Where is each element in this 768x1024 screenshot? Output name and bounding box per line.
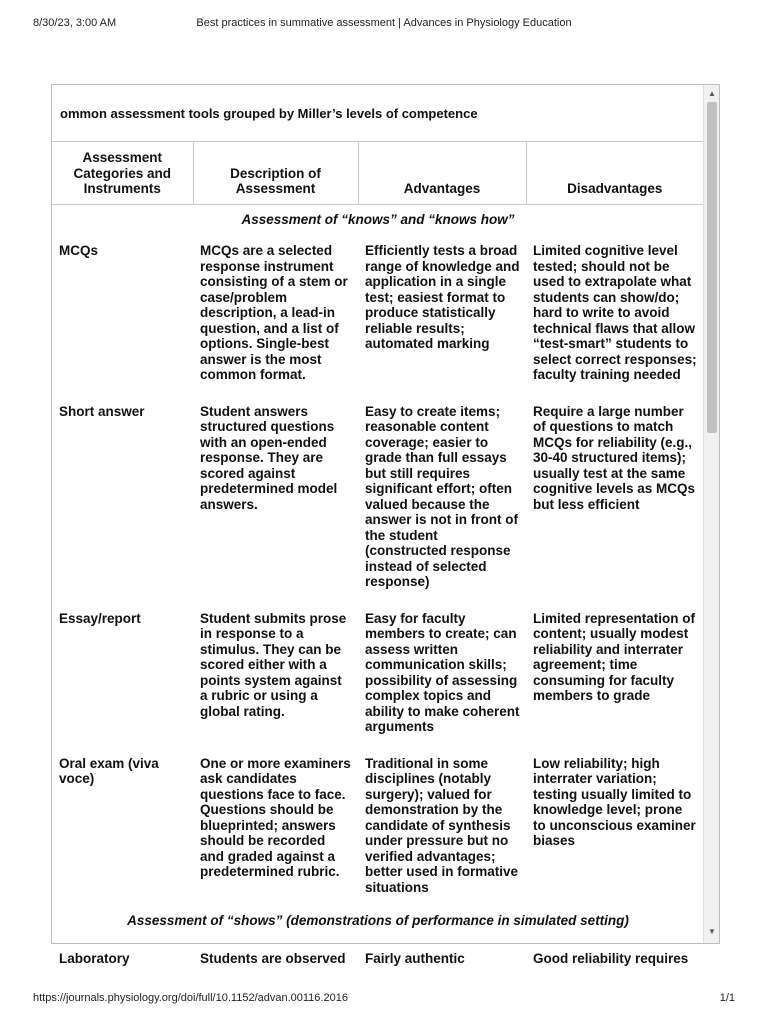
section-row <box>52 204 703 230</box>
description-cell: MCQs are a selected response instrument consisting of a stem or case/problem description, a lead-in question, and a list of options. Single-best answer is the most common format. <box>200 243 348 382</box>
print-page-number: 1/1 <box>719 992 735 1004</box>
section-row <box>52 903 703 938</box>
table-caption: ommon assessment tools grouped by Miller’s levels of competence <box>52 85 703 142</box>
table-row <box>52 743 703 904</box>
print-url: https://journals.physiology.org/doi/full/10.1152/advan.00116.2016 <box>33 992 348 1004</box>
table-row <box>52 598 703 743</box>
disadvantages-cell: Good reliability requires <box>533 950 689 966</box>
advantages-cell: Efficiently tests a broad range of knowledge and application in a single test; easiest format to produce statistically reliable results; automated marking <box>365 243 520 351</box>
column-header-instrument: Assessment Categories and Instruments <box>52 142 193 204</box>
table-content <box>52 85 703 966</box>
table-header-row <box>52 142 703 204</box>
advantages-cell: Traditional in some disciplines (notably surgery); valued for demonstration by the candidate of synthesis under pressure but no verified advantages; better used in formative situations <box>365 755 519 895</box>
description-cell: Student answers structured questions with an open-ended response. They are scored against predetermined model answers. <box>200 403 338 512</box>
disadvantages-cell: Low reliability; high interrater variation; testing usually limited to knowledge level; prone to unconscious examiner biases <box>533 755 696 848</box>
section-heading-knows: Assessment of “knows” and “knows how” <box>241 211 515 227</box>
print-page-title: Best practices in summative assessment | Advances in Physiology Education <box>196 17 572 29</box>
instrument-cell: MCQs <box>59 243 99 258</box>
description-cell: Student submits prose in response to a stimulus. They can be scored either with a points system against a rubric or using a global rating. <box>200 610 347 719</box>
disadvantages-cell: Limited representation of content; usually modest reliability and interrater agreement; time consuming for faculty members to grade <box>533 610 696 703</box>
disadvantages-cell: Limited cognitive level tested; should not be used to extrapolate what students can show/do; hard to write to avoid technical flaws that allow “test-smart” students to select correct responses; faculty training needed <box>533 243 697 382</box>
instrument-cell: Laboratory <box>59 950 130 966</box>
advantages-cell: Easy for faculty members to create; can assess written communication skills; possibility of assessing complex topics and ability to make coherent arguments <box>365 610 520 734</box>
column-header-advantages: Advantages <box>358 142 526 204</box>
disadvantages-cell: Require a large number of questions to match MCQs for reliability (e.g., 30-40 structured items); usually test at the same cognitive levels as MCQs but less efficient <box>533 403 696 512</box>
instrument-cell: Short answer <box>59 403 145 419</box>
scroll-up-arrow-icon[interactable]: ▲ <box>708 89 716 98</box>
assessment-table <box>52 142 703 974</box>
instrument-cell: Essay/report <box>59 610 141 626</box>
table-viewer-frame <box>51 84 720 966</box>
scrollbar-thumb[interactable] <box>707 102 717 433</box>
instrument-cell: Oral exam (viva voce) <box>59 755 159 786</box>
advantages-cell: Fairly authentic <box>365 950 465 966</box>
scroll-down-arrow-icon[interactable]: ▼ <box>708 927 716 936</box>
column-header-description: Description of Assessment <box>193 142 358 204</box>
table-row <box>52 938 703 975</box>
description-cell: Students are observed <box>200 950 346 966</box>
description-cell: One or more examiners ask candidates questions face to face. Questions should be blueprinted; answers should be recorded and graded against a predetermined rubric. <box>200 755 351 879</box>
section-heading-shows: Assessment of “shows” (demonstrations of performance in simulated setting) <box>127 913 629 928</box>
vertical-scrollbar[interactable] <box>703 85 719 943</box>
column-header-disadvantages: Disadvantages <box>526 142 703 204</box>
advantages-cell: Easy to create items; reasonable content coverage; easier to grade than full essays but still requires significant effort; often valued because the answer is not in front of the student (constructed response instead of selected response) <box>365 403 519 589</box>
table-row <box>52 230 703 391</box>
print-datetime: 8/30/23, 3:00 AM <box>33 17 117 29</box>
table-row <box>52 391 703 598</box>
